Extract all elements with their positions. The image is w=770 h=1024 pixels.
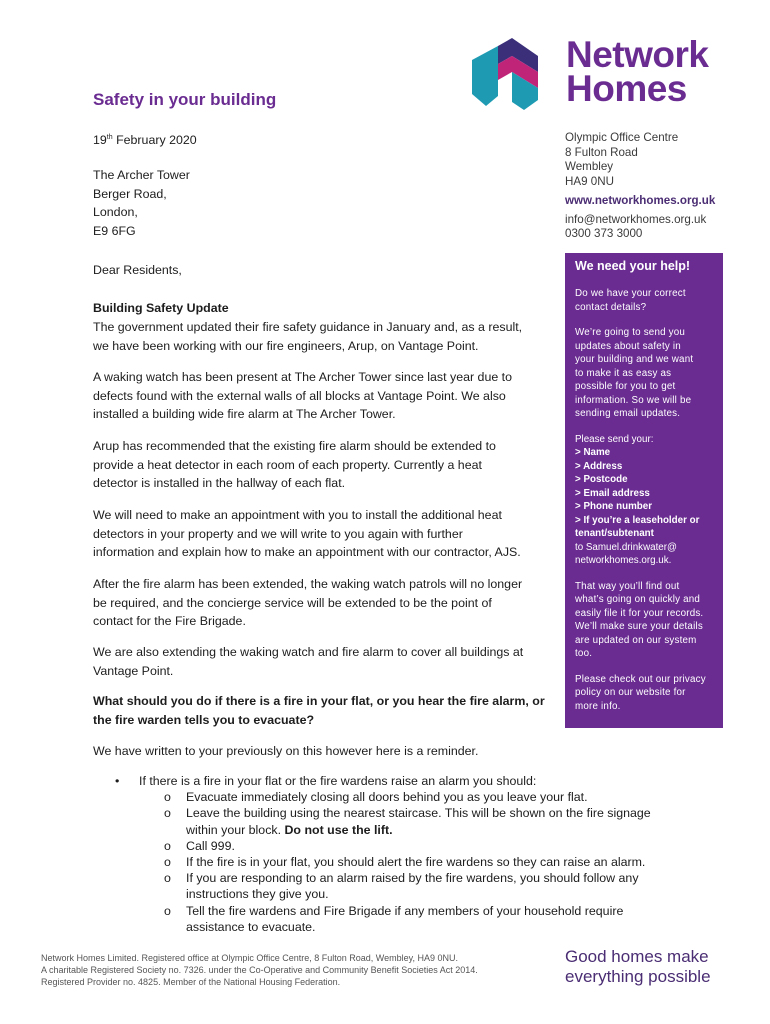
help-panel-paragraph bbox=[575, 673, 713, 714]
sub-item-text: If you are responding to an alarm raised by the fire wardens, you should follow any bbox=[186, 871, 639, 886]
sub-item-text: If the fire is in your flat, you should alert the fire wardens so they can raise an alarm. bbox=[186, 855, 646, 870]
tagline-line: everything possible bbox=[565, 967, 711, 986]
sub-list-item bbox=[93, 838, 693, 854]
paragraph-line: provide a heat detector in each room of each property. Currently a heat bbox=[93, 457, 482, 472]
paragraph-line: be required, and the concierge service will be extended to be the point of bbox=[93, 595, 492, 610]
phone-number: 0300 373 3000 bbox=[565, 227, 643, 240]
panel-line: too. bbox=[575, 648, 593, 659]
panel-line: policy on our website for bbox=[575, 687, 686, 698]
contact-address-line: Olympic Office Centre bbox=[565, 131, 679, 144]
circle-bullet-icon: o bbox=[164, 806, 171, 821]
paragraph bbox=[93, 437, 496, 493]
address-line: The Archer Tower bbox=[93, 168, 190, 182]
salutation: Dear Residents, bbox=[93, 263, 182, 277]
paragraph-line: defects found with the external walls of all blocks at Vantage Point. We also bbox=[93, 388, 506, 403]
letter-title: Safety in your building bbox=[93, 90, 277, 109]
help-panel-paragraph bbox=[575, 326, 713, 421]
logo-mark-left bbox=[472, 46, 498, 106]
paragraph-line: detectors in your property and we will write to you again with further bbox=[93, 526, 463, 541]
contact-address-line: 8 Fulton Road bbox=[565, 145, 638, 159]
tagline-line: Good homes make bbox=[565, 947, 709, 966]
list-item-text: If there is a fire in your flat or the fire wardens raise an alarm you should: bbox=[139, 774, 537, 788]
circle-bullet-icon: o bbox=[164, 871, 171, 886]
paragraph bbox=[93, 368, 512, 424]
contact-address-line: Wembley bbox=[565, 160, 614, 173]
panel-line: are updated on our system bbox=[575, 634, 697, 646]
brand-name-line2: Homes bbox=[566, 68, 687, 109]
circle-bullet-icon: o bbox=[164, 855, 171, 870]
request-item: > Phone number bbox=[575, 501, 653, 512]
panel-line: sending email updates. bbox=[575, 408, 681, 419]
email-address-link[interactable]: networkhomes.org.uk. bbox=[575, 555, 672, 566]
help-panel-paragraph bbox=[575, 287, 713, 314]
paragraph-line: we have been working with our fire engineers, Arup, on Vantage Point. bbox=[93, 338, 479, 353]
help-panel-heading: We need your help! bbox=[575, 259, 691, 273]
website-link[interactable]: www.networkhomes.org.uk bbox=[565, 194, 716, 207]
panel-line: possible for you to get bbox=[575, 381, 676, 392]
brand-name bbox=[566, 34, 709, 109]
circle-bullet-icon: o bbox=[164, 903, 171, 918]
paragraph bbox=[93, 575, 522, 631]
recipient-address bbox=[93, 166, 190, 240]
panel-line: information. So we will be bbox=[575, 394, 692, 406]
footer-line: Registered Provider no. 4825. Member of the National Housing Federation. bbox=[41, 977, 341, 987]
instructions-list bbox=[93, 773, 693, 935]
request-item: > If you’re a leaseholder or bbox=[575, 514, 700, 526]
panel-line: updates about safety in bbox=[575, 340, 681, 352]
sub-item-text: Evacuate immediately closing all doors behind you as you leave your flat. bbox=[186, 790, 588, 805]
help-panel bbox=[565, 253, 723, 728]
paragraph-line: detector is installed in the hallway of each flat. bbox=[93, 476, 346, 490]
circle-bullet-icon: o bbox=[164, 790, 171, 805]
request-item: > Name bbox=[575, 447, 611, 458]
panel-line: We’ll make sure your details bbox=[575, 621, 703, 632]
request-item: > Postcode bbox=[575, 474, 628, 485]
paragraph-line: information and explain how to make an appointment with our contractor, AJS. bbox=[93, 545, 521, 559]
paragraph bbox=[93, 318, 522, 355]
footer-tagline bbox=[565, 947, 711, 987]
address-line: London, bbox=[93, 205, 138, 219]
contact-details-request bbox=[575, 433, 713, 568]
paragraph-line: We are also extending the waking watch and fire alarm to cover all buildings at bbox=[93, 645, 524, 659]
contact-address-line: HA9 0NU bbox=[565, 174, 614, 188]
reminder-text: We have written to your previously on this however here is a reminder. bbox=[93, 744, 479, 758]
panel-line: Please send your: bbox=[575, 433, 654, 445]
panel-line: what’s going on quickly and bbox=[575, 594, 701, 605]
panel-line: your building and we want bbox=[575, 354, 694, 365]
sub-list-item bbox=[93, 854, 693, 870]
date-day: 19 bbox=[93, 133, 107, 148]
footer-legal bbox=[41, 952, 478, 988]
sub-item-text: Call 999. bbox=[186, 838, 235, 853]
date-rest: February 2020 bbox=[112, 133, 197, 148]
sub-item-emphasis: Do not use the lift. bbox=[284, 822, 393, 837]
panel-line: Please check out our privacy bbox=[575, 673, 706, 685]
contact-block bbox=[565, 131, 755, 242]
sub-item-text: instructions they give you. bbox=[186, 887, 329, 902]
paragraph-line: After the fire alarm has been extended, the waking watch patrols will no longer bbox=[93, 577, 523, 591]
paragraph-line: The government updated their fire safety guidance in January and, as a result, bbox=[93, 320, 523, 334]
footer-line: Network Homes Limited. Registered office at Olympic Office Centre, 8 Fulton Road, Wembley, HA9 0NU. bbox=[41, 953, 458, 963]
paragraph-line: Arup has recommended that the existing fire alarm should be extended to bbox=[93, 439, 496, 453]
section-heading: Building Safety Update bbox=[93, 301, 229, 315]
brand-name-line1: Network bbox=[566, 34, 709, 75]
paragraph-line: Vantage Point. bbox=[93, 663, 174, 678]
request-item: > Email address bbox=[575, 487, 650, 499]
paragraph bbox=[93, 506, 521, 562]
panel-line: contact details? bbox=[575, 301, 647, 313]
list-item bbox=[93, 773, 693, 789]
address-line: Berger Road, bbox=[93, 186, 167, 201]
panel-line: easily file it for your records. bbox=[575, 607, 704, 619]
paragraph-line: We will need to make an appointment with you to install the additional heat bbox=[93, 508, 502, 522]
email-address-link[interactable]: to Samuel.drinkwater@ bbox=[575, 541, 677, 553]
email-link[interactable]: info@networkhomes.org.uk bbox=[565, 212, 707, 226]
bullet-icon: • bbox=[115, 774, 120, 788]
sub-list-item bbox=[93, 805, 693, 837]
sub-item-text: within your block. bbox=[186, 822, 285, 837]
sub-list-item bbox=[93, 789, 693, 805]
request-item: tenant/subtenant bbox=[575, 528, 654, 539]
sub-item-text: Tell the fire wardens and Fire Brigade if any members of your household require bbox=[186, 903, 624, 918]
paragraph-line: installed a building wide fire alarm at The Archer Tower. bbox=[93, 407, 396, 421]
address-line: E9 6FG bbox=[93, 223, 136, 238]
letter-date bbox=[93, 129, 197, 150]
panel-line: more info. bbox=[575, 700, 621, 712]
question-line: What should you do if there is a fire in your flat, or you hear the fire alarm, or bbox=[93, 694, 545, 708]
panel-line: That way you’ll find out bbox=[575, 580, 680, 592]
question-heading bbox=[93, 692, 545, 729]
panel-line: We’re going to send you bbox=[575, 327, 686, 338]
paragraph-line: A waking watch has been present at The Archer Tower since last year due to bbox=[93, 370, 512, 384]
help-panel-paragraph bbox=[575, 580, 713, 661]
sub-list-item bbox=[93, 903, 693, 935]
paragraph-line: contact for the Fire Brigade. bbox=[93, 614, 246, 628]
sub-list-item bbox=[93, 870, 693, 902]
date-suffix: th bbox=[106, 134, 113, 141]
sub-item-text: Leave the building using the nearest staircase. This will be shown on the fire signage bbox=[186, 806, 651, 821]
circle-bullet-icon: o bbox=[164, 838, 171, 853]
footer-line: A charitable Registered Society no. 7326. under the Co-Operative and Community Benefit Societies Act 2014. bbox=[41, 965, 478, 975]
panel-line: to make it as easy as bbox=[575, 367, 672, 379]
paragraph bbox=[93, 643, 523, 680]
sub-item-text: assistance to evacuate. bbox=[186, 919, 316, 934]
request-item: > Address bbox=[575, 460, 623, 472]
panel-line: Do we have your correct bbox=[575, 288, 686, 299]
question-line: the fire warden tells you to evacuate? bbox=[93, 712, 315, 727]
